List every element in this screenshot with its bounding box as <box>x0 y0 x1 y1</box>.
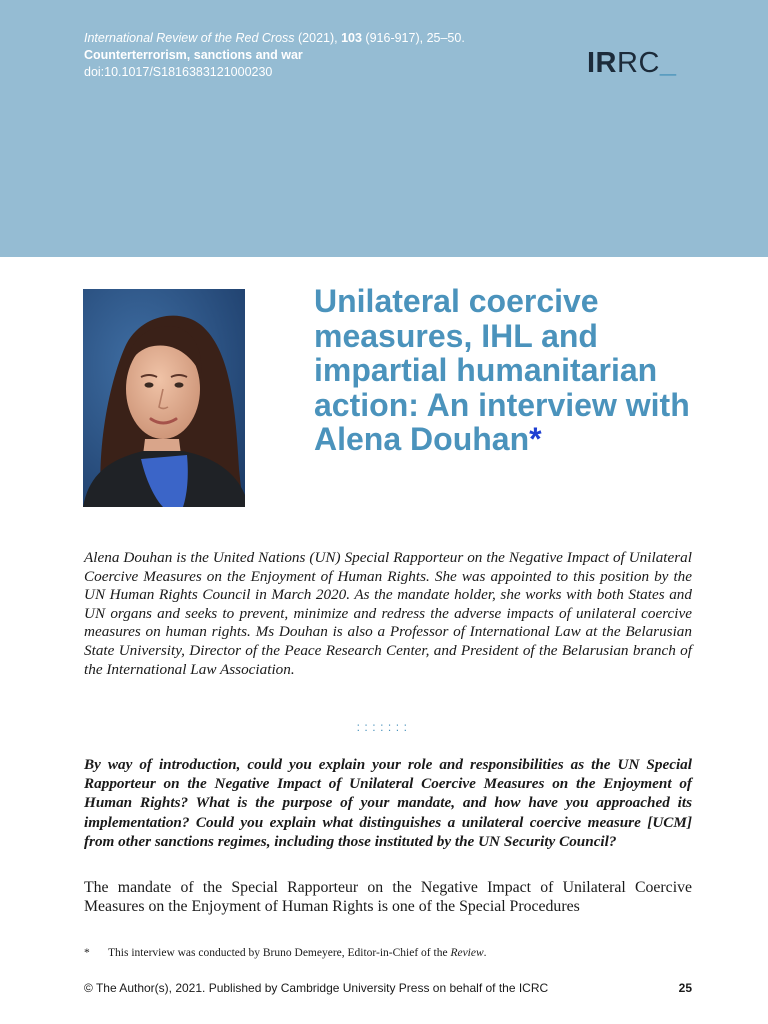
title-footnote-marker[interactable]: * <box>529 421 542 457</box>
page-footer <box>84 980 692 996</box>
logo-bold-part: IR <box>587 47 617 79</box>
header-band <box>0 0 768 257</box>
footnote-text-end: . <box>483 947 487 959</box>
logo-regular-part: RC <box>617 47 660 79</box>
journal-citation <box>84 30 544 81</box>
author-portrait <box>83 289 245 507</box>
page-number: 25 <box>678 981 692 995</box>
footnote-marker: * <box>84 947 90 959</box>
irrc-logo <box>587 46 677 80</box>
section-separator: ::::::: <box>356 720 412 734</box>
copyright-notice: © The Author(s), 2021. Published by Cambridge University Press on behalf of the ICRC <box>84 981 549 995</box>
article-title-text: Unilateral coercive measures, IHL and impartial humanitarian action: An interview with Alena Douhan <box>314 283 690 457</box>
interview-answer: The mandate of the Special Rapporteur on the Negative Impact of Unilateral Coercive Measures on the Enjoyment of Human Rights is one of the Special Procedures <box>84 879 692 916</box>
footnote <box>84 946 692 961</box>
citation-line <box>84 30 544 47</box>
footnote-review-italic: Review <box>450 947 484 959</box>
footnote-text: This interview was conducted by Bruno Demeyere, Editor-in-Chief of the <box>108 947 451 959</box>
issue-title: Counterterrorism, sanctions and war <box>84 48 303 62</box>
citation-pages: (916-917), 25–50. <box>361 31 465 45</box>
author-bio-abstract: Alena Douhan is the United Nations (UN) Special Rapporteur on the Negative Impact of Unilateral Coercive Measures on the Enjoyment of Human Rights. She was appointed to this position by the UN Human Rights Council in March 2020. As the mandate holder, she works with both States and UN organs and seeks to prevent, minimize and redress the adverse impacts of unilateral coercive measures on human rights. Ms Douhan is also a Professor of International Law at the Belarusian State University, Director of the Peace Research Center, and President of the Belarusian branch of the International Law Association. <box>84 549 692 678</box>
journal-name: International Review of the Red Cross <box>84 31 295 45</box>
interview-question: By way of introduction, could you explain your role and responsibilities as the UN Special Rapporteur on the Negative Impact of Unilateral Coercive Measures on the Enjoyment of Human Rights? What is the purpose of your mandate, and how have you approached its implementation? Could you explain what distinguishes a unilateral coercive measure [UCM] from other sanctions regimes, including those instituted by the UN Security Council? <box>84 756 692 850</box>
citation-volume: 103 <box>341 31 362 45</box>
doi: doi:10.1017/S1816383121000230 <box>84 65 273 79</box>
citation-year: (2021), <box>294 31 342 45</box>
logo-underscore: _ <box>659 47 677 79</box>
article-title <box>314 284 714 457</box>
